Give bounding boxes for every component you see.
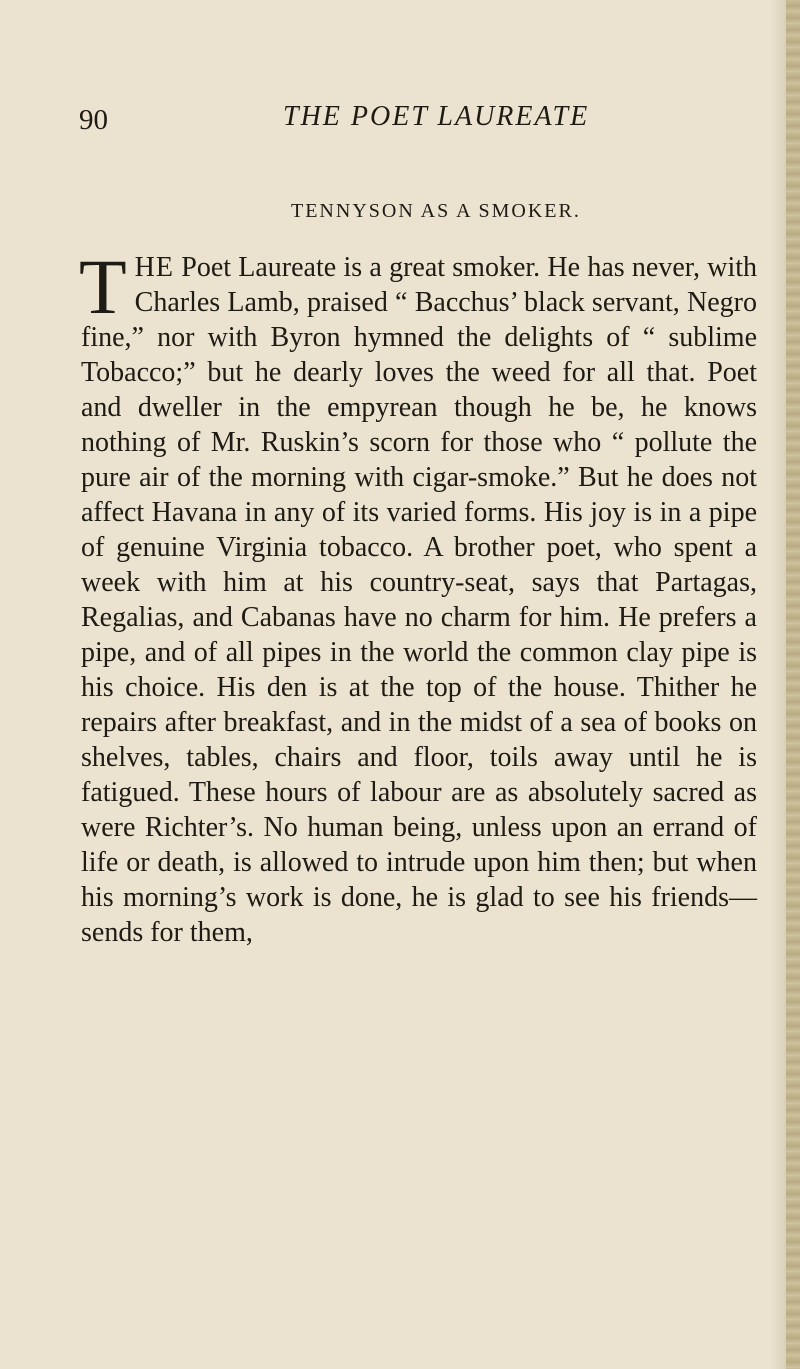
page-edge	[786, 0, 800, 1369]
drop-cap: T	[79, 243, 127, 330]
running-head: THE POET LAUREATE	[283, 101, 590, 132]
section-title: TENNYSON AS A SMOKER.	[291, 200, 581, 222]
page-number: 90	[79, 104, 108, 136]
body-text: Poet Laureate is a great smoker. He has never, with Charles Lamb, praised “ Bacchus’ black servant, Negro fine,” nor with Byron hymned the delights of “ sublime Tobacco;” but he dearly loves the weed for all that. Poet and dweller in the empyrean though he be, he knows nothing of Mr. Ruskin’s scorn for those who “ pollute the pure air of the morning with cigar-smoke.” But he does not affect Havana in any of its varied forms. His joy is in a pipe of genuine Virginia tobacco. A brother poet, who spent a week with him at his country-seat, says that Partagas, Regalias, and Cabanas have no charm for him. He prefers a pipe, and of all pipes in the world the common clay pipe is his choice. His den is at the top of the house. Thither he repairs after breakfast, and in the midst of a sea of books on shelves, tables, chairs and floor, toils away until he is fatigued. These hours of labour are as absolutely sacred as were Richter’s. No human being, unless upon an errand of life or death, is allowed to intrude upon him then; but when his morning’s work is done, he is glad to see his friends—sends for them,	[81, 252, 757, 948]
article-body	[79, 243, 757, 950]
opening-caps: HE	[134, 252, 174, 283]
